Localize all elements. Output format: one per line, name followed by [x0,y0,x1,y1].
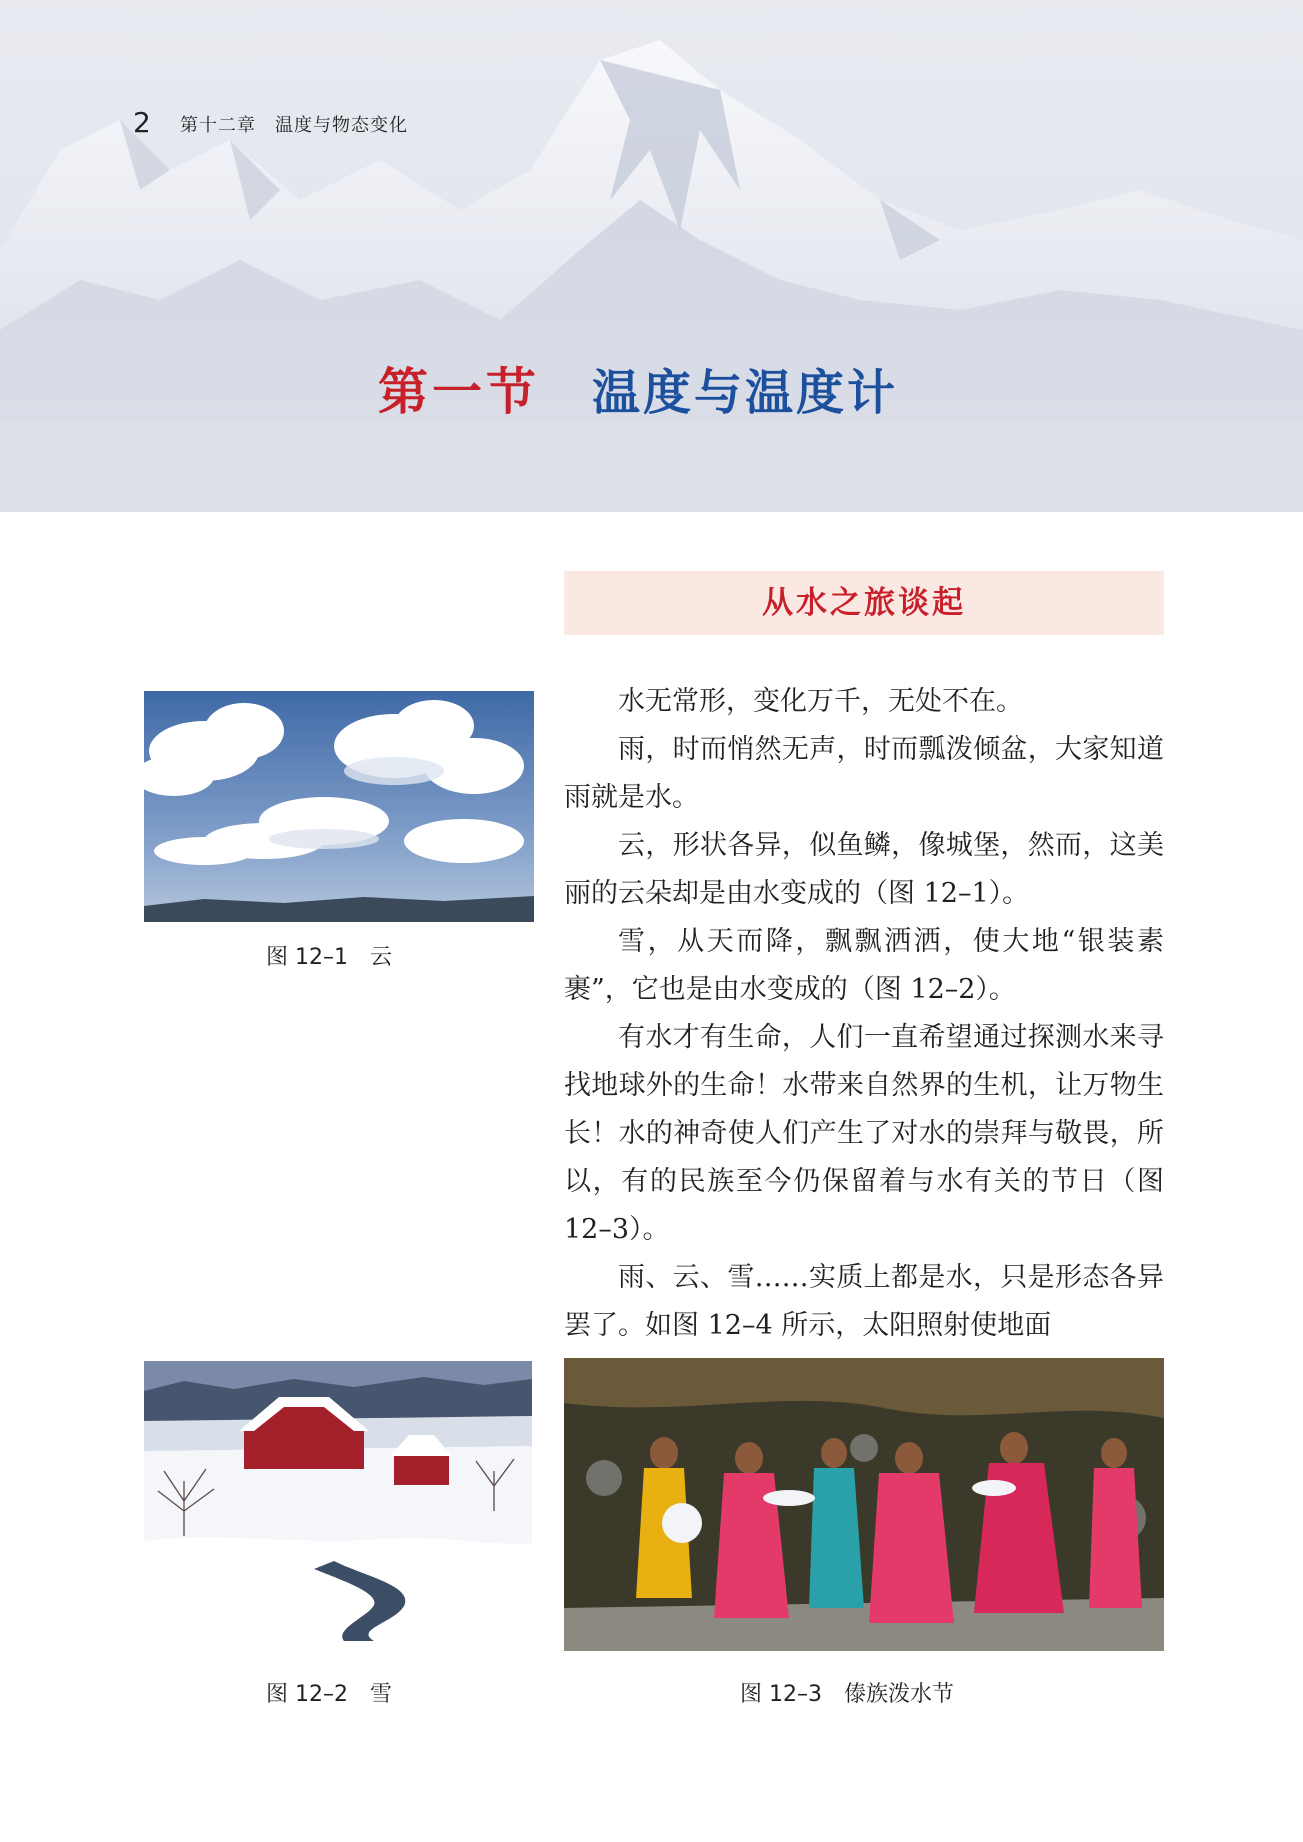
figure-caption-water-festival: 图 12–3 傣族泼水节 [740,1682,954,1707]
header-banner [0,0,1303,512]
paragraph: 雪，从天而降，飘飘洒洒，使大地“银装素裹”，它也是由水变成的（图 12–2）。 [564,926,1164,1005]
snow-barn-image [144,1361,532,1641]
subheading: 从水之旅谈起 [564,571,1164,635]
figure-caption-snow: 图 12–2 雪 [266,1682,392,1707]
paragraph: 有水才有生命，人们一直希望通过探测水来寻找地球外的生命！水带来自然界的生机，让万物生长！水的神奇使人们产生了对水的崇拜与敬畏，所以，有的民族至今仍保留着与水有关的节日（图 12–3）。 [564,1022,1164,1245]
figure-caption-clouds: 图 12–1 云 [266,945,392,970]
body-text [564,678,1164,1350]
chapter-title: 第十二章 温度与物态变化 [180,115,408,136]
figure-water-festival [564,1358,1164,1651]
clouds-image [144,691,534,922]
figure-clouds [144,691,534,922]
snow-mountain-image [0,0,1303,512]
paragraph: 雨，时而悄然无声，时而瓢泼倾盆，大家知道雨就是水。 [564,734,1164,813]
water-festival-image [564,1358,1164,1651]
section-title [378,352,898,422]
paragraph: 云，形状各异，似鱼鳞，像城堡，然而，这美丽的云朵却是由水变成的（图 12–1）。 [564,830,1164,909]
page-number: 2 [133,106,151,139]
paragraph: 雨、云、雪……实质上都是水，只是形态各异罢了。如图 12–4 所示，太阳照射使地面 [564,1262,1164,1341]
figure-snow [144,1361,532,1641]
section-name: 温度与温度计 [592,365,899,421]
paragraph: 水无常形，变化万千，无处不在。 [618,686,1023,717]
section-number: 第一节 [378,362,540,421]
